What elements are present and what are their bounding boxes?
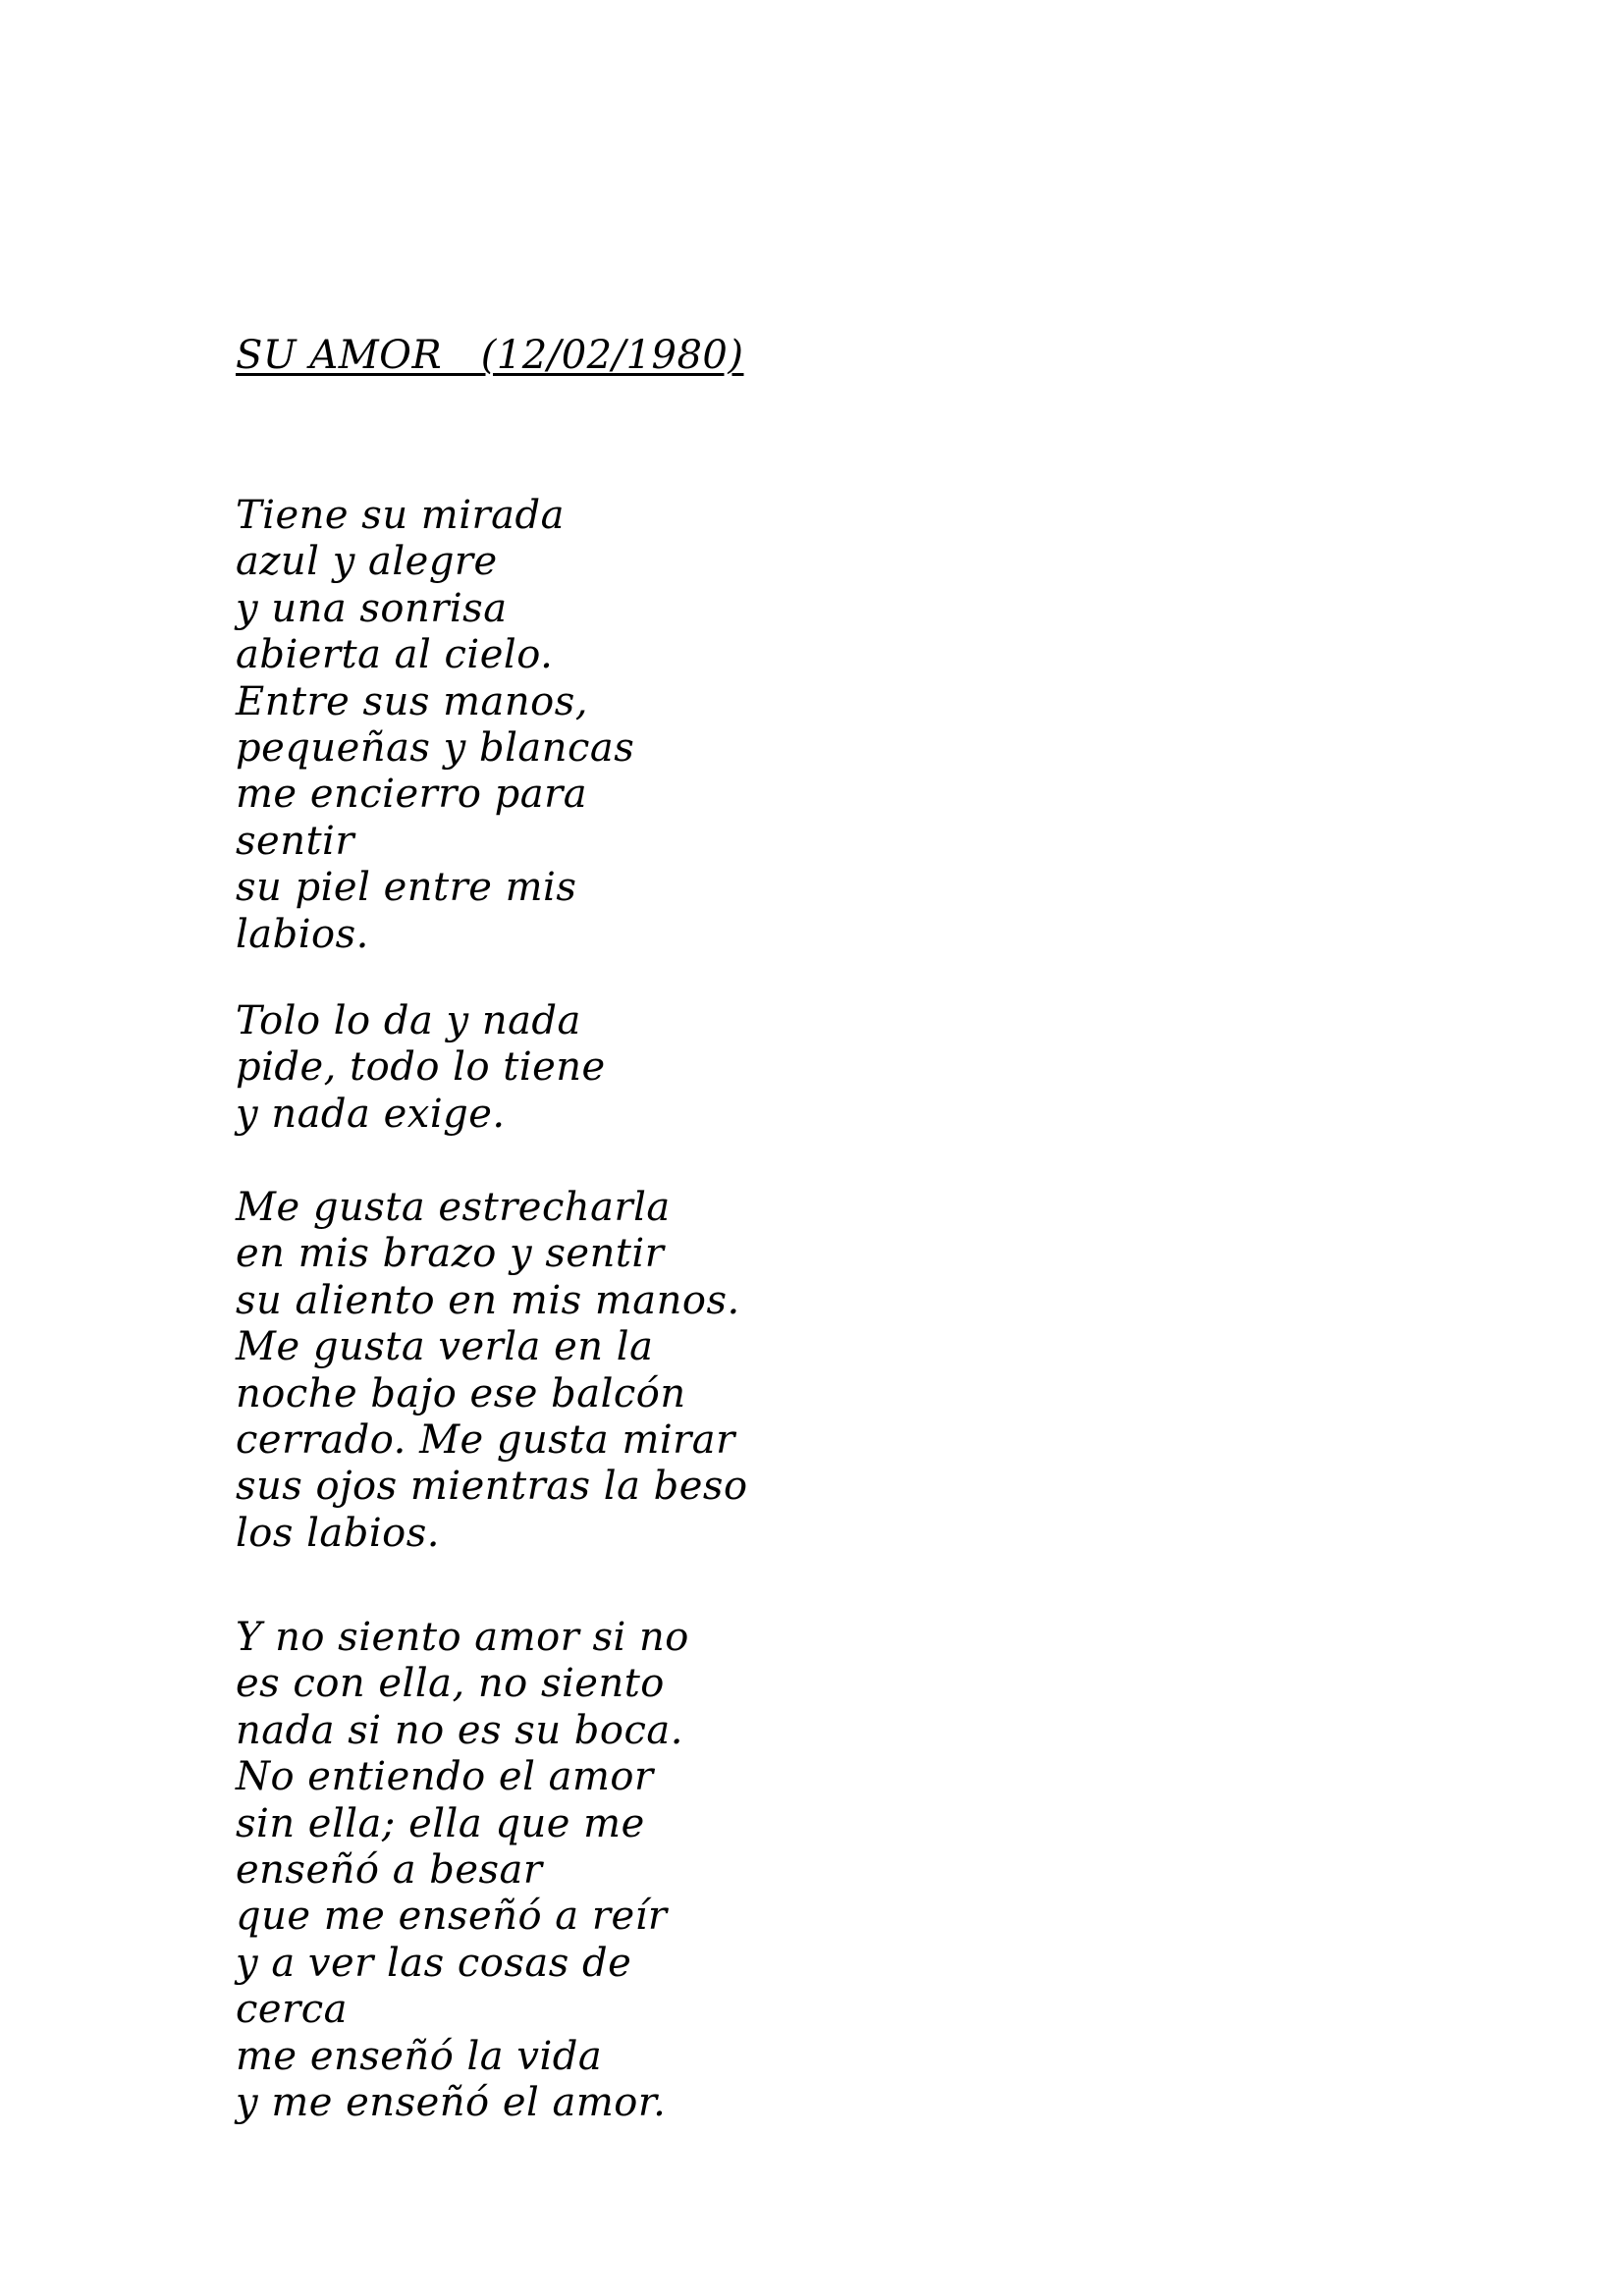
poem-line: sin ella; ella que me: [236, 1800, 645, 1846]
poem-line: y a ver las cosas de: [236, 1940, 632, 1986]
poem-line: pequeñas y blancas: [236, 725, 635, 772]
poem-line: pide, todo lo tiene: [236, 1044, 606, 1091]
poem-line: y nada exige.: [236, 1091, 506, 1137]
poem-line: su piel entre mis: [236, 865, 577, 911]
poem-line: Tolo lo da y nada: [236, 998, 581, 1043]
poem-line: me enseñó la vida: [236, 2033, 603, 2079]
poem-line: nada si no es su boca.: [236, 1707, 683, 1753]
poem-line: y me enseñó el amor.: [236, 2080, 667, 2126]
poem-line: Entre sus manos,: [236, 678, 588, 724]
poem-line: sus ojos mientras la beso: [236, 1464, 748, 1510]
stanza-2: [236, 998, 606, 1138]
poem-line: Me gusta estrecharla: [236, 1185, 671, 1230]
poem-line: en mis brazo y sentir: [236, 1231, 665, 1277]
poem-line: Y no siento amor si no: [236, 1615, 689, 1660]
poem-line: enseñó a besar: [236, 1847, 543, 1894]
poem-line: labios.: [236, 911, 369, 957]
poem-title: SU AMOR (12/02/1980): [236, 333, 744, 378]
poem-line: los labios.: [236, 1510, 440, 1556]
stanza-4: [236, 1615, 689, 2126]
poem-line: sentir: [236, 818, 354, 864]
stanza-3: [236, 1185, 748, 1557]
poem-line: su aliento en mis manos.: [236, 1277, 740, 1323]
poem-line: noche bajo ese balcón: [236, 1370, 686, 1416]
poem-line: cerca: [236, 1987, 348, 2033]
poem-line: y una sonrisa: [236, 585, 508, 631]
poem-line: que me enseñó a reír: [236, 1894, 668, 1940]
poem-line: abierta al cielo.: [236, 632, 554, 678]
stanza-1: [236, 493, 634, 958]
poem-line: cerrado. Me gusta mirar: [236, 1417, 735, 1464]
poem-line: Tiene su mirada: [236, 493, 565, 538]
poem-line: es con ella, no siento: [236, 1661, 665, 1707]
poem-line: azul y alegre: [236, 539, 498, 585]
poem-line: me encierro para: [236, 772, 588, 818]
poem-line: No entiendo el amor: [236, 1754, 654, 1800]
poem-line: Me gusta verla en la: [236, 1324, 654, 1370]
